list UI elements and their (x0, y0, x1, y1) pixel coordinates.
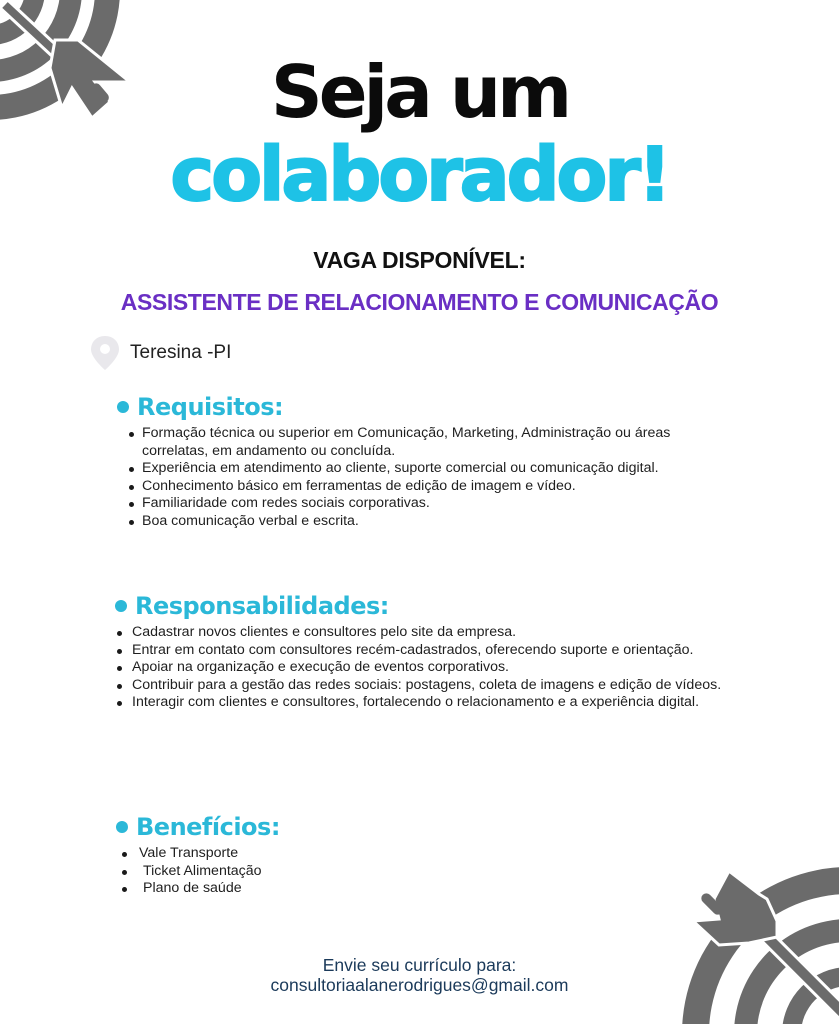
list-item: Entrar em contato com consultores recém-cadastrados, oferecendo suporte e orientação. (116, 642, 726, 660)
contact-email[interactable]: consultoriaalanerodrigues@gmail.com (270, 975, 569, 995)
headline-line-1: Seja um (270, 50, 569, 134)
list-item: Apoiar na organização e execução de eventos corporativos. (116, 659, 726, 677)
responsibilities-list (116, 624, 726, 712)
bullet-icon (115, 600, 127, 612)
requirements-section (0, 393, 839, 530)
bullet-icon (117, 401, 129, 413)
list-item: Contribuir para a gestão das redes sociais: postagens, coleta de imagens e edição de vídeos. (116, 677, 726, 695)
vacancy-label: VAGA DISPONÍVEL: (313, 247, 526, 273)
map-pin-icon (88, 334, 122, 372)
list-item: Conhecimento básico em ferramentas de edição de imagem e vídeo. (128, 478, 728, 496)
list-item: Cadastrar novos clientes e consultores pelo site da empresa. (116, 624, 726, 642)
list-item: Interagir com clientes e consultores, fortalecendo o relacionamento e a experiência digital. (116, 694, 726, 712)
list-item: Ticket Alimentação (121, 863, 421, 881)
benefits-section (0, 813, 839, 898)
requirements-heading-text: Requisitos: (137, 393, 284, 421)
responsibilities-section (0, 592, 839, 712)
list-item: Plano de saúde (121, 880, 421, 898)
requirements-heading (117, 393, 839, 421)
headline-line-2: colaborador! (170, 132, 669, 218)
call-to-action (0, 955, 839, 995)
location-text: Teresina -PI (130, 342, 232, 363)
benefits-heading-text: Benefícios: (136, 813, 280, 841)
responsibilities-heading (115, 592, 839, 620)
requirements-list (128, 425, 728, 530)
list-item: Formação técnica ou superior em Comunicação, Marketing, Administração ou áreas correlatas, em andamento ou concluída. (128, 425, 728, 460)
list-item: Boa comunicação verbal e escrita. (128, 513, 728, 531)
job-title: ASSISTENTE DE RELACIONAMENTO E COMUNICAÇÃO (120, 289, 719, 315)
bullet-icon (116, 821, 128, 833)
benefits-heading (116, 813, 839, 841)
benefits-list (121, 845, 421, 898)
list-item: Familiaridade com redes sociais corporativas. (128, 495, 728, 513)
list-item: Experiência em atendimento ao cliente, suporte comercial ou comunicação digital. (128, 460, 728, 478)
cta-text: Envie seu currículo para: (322, 955, 517, 975)
responsibilities-heading-text: Responsabilidades: (135, 592, 389, 620)
job-location (88, 334, 231, 372)
list-item: Vale Transporte (121, 845, 421, 863)
